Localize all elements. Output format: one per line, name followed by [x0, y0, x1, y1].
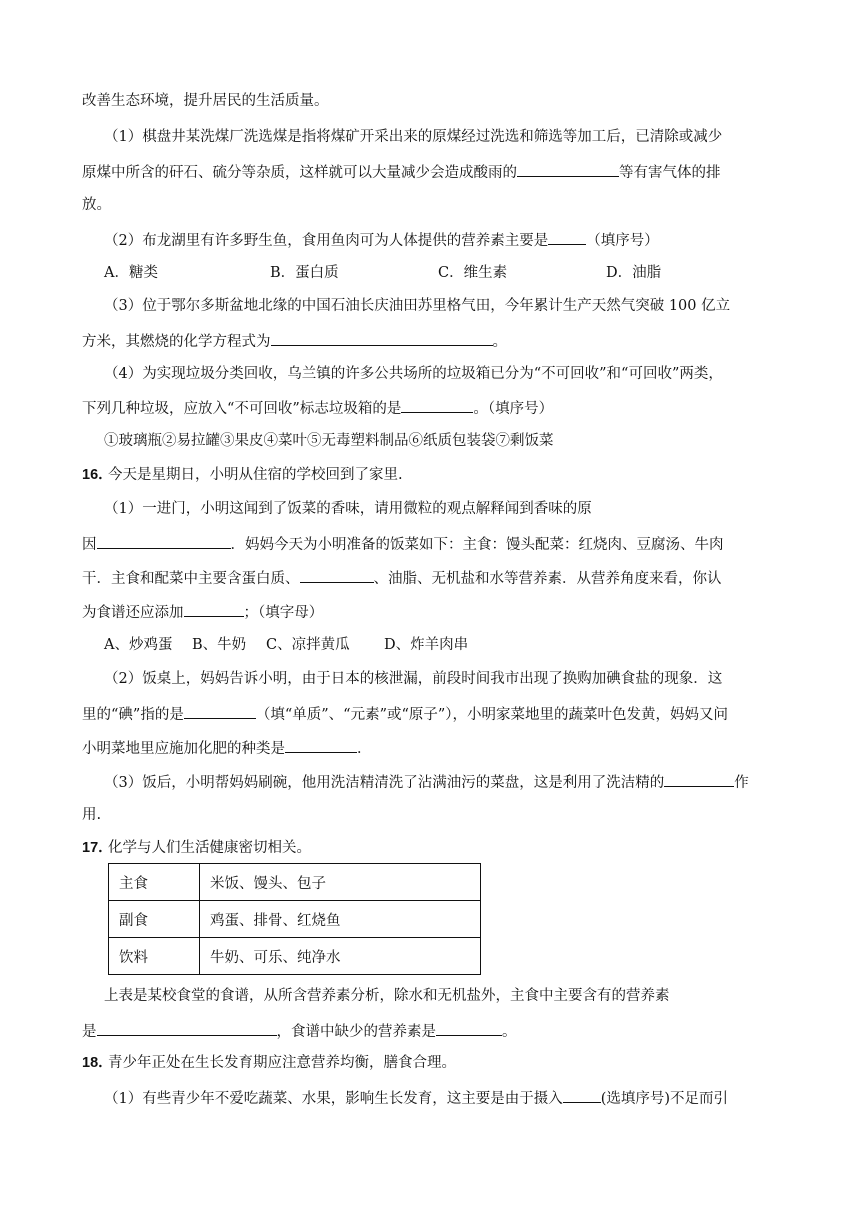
option: D、炸羊肉串: [384, 637, 469, 653]
question-17-stem: 化学与人们生活健康密切相关。: [108, 840, 311, 856]
menu-table: [108, 863, 481, 975]
answer-blank[interactable]: [184, 601, 244, 617]
q15-part3-line: 方米，其燃烧的化学方程式为 。: [82, 330, 507, 352]
answer-blank[interactable]: [97, 1020, 277, 1036]
answer-blank[interactable]: [300, 567, 374, 583]
table-cell-category: 副食: [109, 901, 200, 938]
table-cell-category: 饮料: [109, 938, 200, 975]
option: C、凉拌黄瓜: [266, 637, 350, 653]
text-line: 用.: [82, 807, 102, 823]
q17-text-line: 是 ，食谱中缺少的营养素是 。: [82, 1020, 517, 1042]
q16-part1-line: 为食谱还应添加 ；（填字母）: [82, 601, 323, 623]
q15-part1-line: （1）棋盘井某洗煤厂洗选煤是指将煤矿开采出来的原煤经过洗选和筛选等加工后，已清除或减少: [104, 129, 723, 145]
q15-part4-line: （4）为实现垃圾分类回收，乌兰镇的许多公共场所的垃圾箱已分为“不可回收”和“可回收”两类，: [104, 366, 723, 382]
answer-blank[interactable]: [184, 703, 256, 719]
option: B、牛奶: [192, 637, 247, 653]
question-16-stem: 今天是星期日，小明从住宿的学校回到了家里.: [108, 467, 403, 483]
text-line: 改善生态环境，提升居民的生活质量。: [82, 93, 329, 109]
table-row: [109, 864, 481, 901]
q16-part1-line: 干．主食和配菜中主要含蛋白质、 、油脂、无机盐和水等营养素．从营养角度来看，你认: [82, 567, 722, 589]
q15-part4-line: 下列几种垃圾，应放入“不可回收”标志垃圾箱的是 。（填序号）: [82, 397, 553, 419]
table-cell-items: 牛奶、可乐、纯净水: [200, 938, 481, 975]
q17-text-line: 上表是某校食堂的食谱，从所含营养素分析，除水和无机盐外，主食中主要含有的营养素: [104, 988, 670, 1004]
q16-part2-line: （2）饭桌上，妈妈告诉小明，由于日本的核泄漏，前段时间我市出现了换购加碘食盐的现象．这: [104, 671, 723, 687]
question-number: 16．: [82, 467, 113, 483]
question-number: 17．: [82, 840, 113, 856]
options-line: [104, 635, 468, 655]
answer-blank[interactable]: [97, 533, 231, 549]
q16-part2-line: 里的“碘”指的是 （填“单质”、“元素”或“原子”），小明家菜地里的蔬菜叶色发黄，妈妈又问: [82, 703, 728, 725]
answer-blank[interactable]: [271, 330, 493, 346]
answer-blank[interactable]: [664, 771, 734, 787]
question-18-stem: 青少年正处在生长发育期应注意营养均衡，膳食合理。: [108, 1055, 456, 1071]
options-line: [104, 263, 661, 283]
option: A、炒鸡蛋: [104, 637, 173, 653]
option: D．油脂: [606, 265, 662, 281]
answer-blank[interactable]: [548, 229, 586, 245]
option: C．维生素: [438, 265, 508, 281]
answer-blank[interactable]: [401, 397, 473, 413]
text-line: 放。: [82, 197, 111, 213]
table-cell-items: 鸡蛋、排骨、红烧鱼: [200, 901, 481, 938]
answer-blank[interactable]: [563, 1087, 601, 1103]
q16-part1-line: 因 ．妈妈今天为小明准备的饭菜如下：主食：馒头配菜：红烧肉、豆腐汤、牛肉: [82, 533, 724, 555]
q18-part1-line: （1）有些青少年不爱吃蔬菜、水果，影响生长发育，这主要是由于摄入 (选填序号)不足而引: [104, 1087, 728, 1109]
question-number: 18．: [82, 1055, 113, 1071]
table-row: [109, 901, 481, 938]
q16-part3-line: （3）饭后，小明帮妈妈刷碗，他用洗洁精清洗了沾满油污的菜盘，这是利用了洗洁精的 作: [104, 771, 749, 793]
table-cell-items: 米饭、馒头、包子: [200, 864, 481, 901]
table-cell-category: 主食: [109, 864, 200, 901]
q16-part2-line: 小明菜地里应施加化肥的种类是 ．: [82, 737, 372, 759]
answer-blank[interactable]: [517, 161, 619, 177]
options-line: ①玻璃瓶②易拉罐③果皮④菜叶⑤无毒塑料制品⑥纸质包装袋⑦剩饭菜: [104, 433, 554, 449]
answer-blank[interactable]: [436, 1020, 502, 1036]
q16-part1-line: （1）一进门，小明这闻到了饭菜的香味，请用微粒的观点解释闻到香味的原: [104, 501, 592, 517]
q15-part2-line: （2）布龙湖里有许多野生鱼，食用鱼肉可为人体提供的营养素主要是 （填序号）: [104, 229, 659, 251]
option: B．蛋白质: [270, 265, 339, 281]
answer-blank[interactable]: [285, 737, 357, 753]
table-row: [109, 938, 481, 975]
option: A．糖类: [104, 265, 158, 281]
q15-part3-line: （3）位于鄂尔多斯盆地北缘的中国石油长庆油田苏里格气田，今年累计生产天然气突破 100 亿立: [104, 298, 731, 314]
q15-part1-line: 原煤中所含的矸石、硫分等杂质，这样就可以大量减少会造成酸雨的 等有害气体的排: [82, 161, 721, 183]
